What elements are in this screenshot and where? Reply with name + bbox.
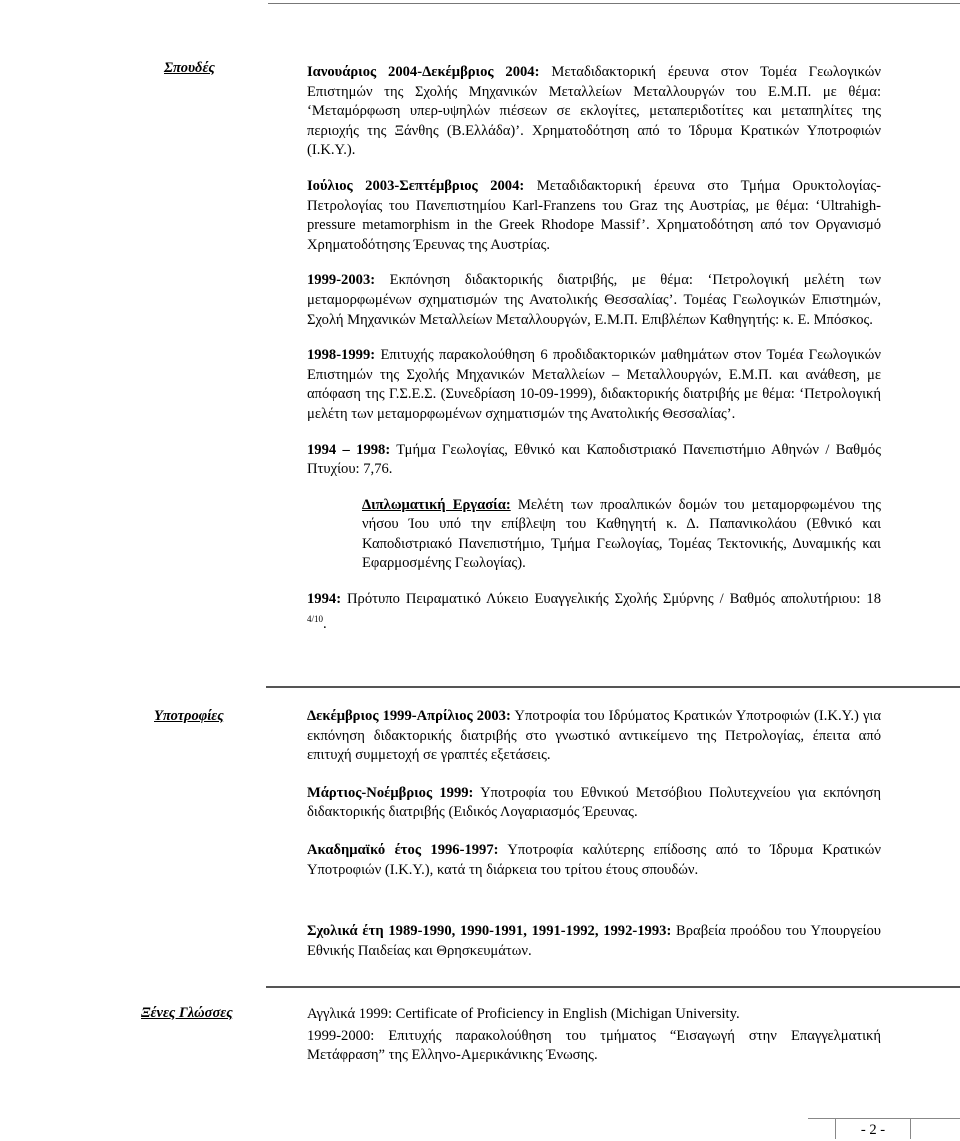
entry-text: Μεταδιδακτορική έρευνα στον Τομέα Γεωλογικών Επιστημών της Σχολής Μηχανικών Μεταλλείων Μεταλλουργών του Ε.Μ.Π. με θέμα: ‘Μεταμόρφωση υπερ-υψηλών πιέσεων σε εκλογίτες, μεταπεριδοτίτες και μεταπηλίτες της περιοχής της Ξάνθης (Β.Ελλάδα)’. Χρηματοδότηση από το Ίδρυμα Κρατικών Υποτροφιών (Ι.Κ.Υ.). — [307, 64, 882, 159]
section-label-languages: Ξένες Γλώσσες — [141, 1005, 233, 1021]
entry-date: 1994 – 1998: — [307, 441, 391, 458]
page-number: - 2 - — [835, 1118, 911, 1139]
top-rule — [268, 3, 960, 4]
entry-date: 1994: — [307, 591, 342, 608]
studies-entry-3 — [307, 271, 881, 330]
studies-entry-6 — [362, 496, 881, 574]
entry-text: Βραβεία προόδου του Υπουργείου Εθνικής Παιδείας και Θρησκευμάτων. — [307, 923, 881, 959]
entry-text: Πρότυπο Πειραματικό Λύκειο Ευαγγελικής Σχολής Σμύρνης / Βαθμός απολυτήριου: 18 — [341, 591, 881, 608]
scholarship-entry-1 — [307, 707, 881, 766]
entry-date: Ακαδημαϊκό έτος 1996-1997: — [307, 841, 499, 858]
footer-rule-right — [909, 1118, 960, 1119]
entry-date: 1998-1999: — [307, 347, 376, 364]
entry-text: Υποτροφία καλύτερης επίδοσης από το Ίδρυμα Κρατικών Υποτροφιών (Ι.Κ.Υ.), κατά τη διάρκεια του τρίτου έτους σπουδών. — [307, 841, 881, 878]
section-label-scholarships: Υποτροφίες — [154, 708, 224, 724]
footer-rule-left — [808, 1118, 835, 1119]
entry-text: Μεταδιδακτορική έρευνα στο Τμήμα Ορυκτολογίας-Πετρολογίας του Πανεπιστημίου Karl-Franzens του Graz της Αυστρίας, με θέμα: ‘Ultrahigh-pressure metamorphism in the Greek Rhodope Massif’. Χρηματοδότηση από τον Οργανισμό Χρηματοδότησης Έρευνας της Αυστρίας. — [307, 177, 881, 253]
scholarship-entry-4 — [307, 922, 881, 961]
entry-text: Εκπόνηση διδακτορικής διατριβής, με θέμα: ‘Πετρολογική μελέτη των μεταμορφωμένων σχηματισμών της Ανατολικής Θεσσαλίας’. Τομέας Γεωλογικών Επιστημών, Σχολή Μηχανικών Μεταλλείων Μεταλλουργών, Ε.Μ.Π. Επιβλέπων Καθηγητής: κ. Ε. Μπόσκος. — [307, 272, 881, 328]
section-divider — [266, 686, 960, 688]
section-label-studies: Σπουδές — [164, 60, 215, 76]
entry-date: Σχολικά έτη 1989-1990, 1990-1991, 1991-1992, 1992-1993: — [307, 923, 672, 940]
scholarships-column — [307, 707, 881, 961]
studies-entry-7 — [307, 590, 881, 634]
languages-column — [307, 1005, 881, 1066]
entry-text: Υποτροφία του Ιδρύματος Κρατικών Υποτροφιών (Ι.Κ.Υ.) για εκπόνηση διδακτορικής διατριβής στο γνωστικό αντικείμενο της Πετρολογίας, έπειτα από επιτυχή συμμετοχή σε γραπτές εξετάσεις. — [307, 708, 881, 764]
scholarship-entry-2 — [307, 784, 881, 823]
language-entry-1: Αγγλικά 1999: Certificate of Proficiency in English (Michigan University. — [307, 1006, 740, 1022]
studies-entry-2 — [307, 177, 881, 255]
entry-date: Ιούλιος 2003-Σεπτέμβριος 2004: — [307, 177, 525, 194]
studies-entry-1 — [307, 63, 881, 161]
entry-text: Επιτυχής παρακολούθηση 6 προδιδακτορικών μαθημάτων στον Τομέα Γεωλογικών Επιστημών της Σχολής Μηχανικών Μεταλλείων – Μεταλλουργών, Ε.Μ.Π. και ανάθεση, με απόφαση της Γ.Σ.Ε.Σ. (Συνεδρίαση 10-09-1999), διδακτορικής διατριβής με θέμα: ‘Πετρολογική μελέτη των μεταμορφωμένων σχηματισμών της Ανατολικής Θεσσαλίας’. — [307, 347, 881, 422]
entry-text: Τμήμα Γεωλογίας, Εθνικό και Καποδιστριακό Πανεπιστήμιο Αθηνών / Βαθμός Πτυχίου: 7,76. — [307, 441, 881, 478]
entry-date: Μάρτιος-Νοέμβριος 1999: — [307, 784, 474, 801]
scholarship-entry-3 — [307, 841, 881, 880]
entry-text: Υποτροφία του Εθνικού Μετσόβιου Πολυτεχνείου για εκπόνηση διδακτορικής διατριβής (Ειδικός Λογαριασμός Έρευνας. — [307, 784, 881, 821]
entry-date: Ιανουάριος 2004-Δεκέμβριος 2004: — [307, 64, 540, 80]
entry-date: 1999-2003: — [307, 272, 376, 289]
section-divider — [266, 986, 960, 988]
entry-text: Μελέτη των προαλπικών δομών του μεταμορφωμένου της νήσου Ίου υπό την επίβλεψη του Καθηγητή κ. Δ. Παπανικολάου (Εθνικό και Καποδιστριακό Πανεπιστήμιο, Τμήμα Γεωλογίας, Τομέας Τεκτονικής, Δυναμικής και Εφαρμοσμένης Γεωλογίας). — [362, 496, 881, 572]
entry-date: Δεκέμβριος 1999-Απρίλιος 2003: — [307, 708, 511, 724]
studies-entry-5 — [307, 441, 881, 480]
studies-column — [307, 63, 881, 634]
entry-text-end: . — [323, 615, 327, 632]
entry-date: Διπλωματική Εργασία: — [362, 496, 511, 513]
language-entry-2: 1999-2000: Επιτυχής παρακολούθηση του τμήματος “Εισαγωγή στην Επαγγελματική Μετάφραση” της Ελληνο-Αμερικάνικης Ένωσης. — [307, 1027, 881, 1064]
studies-entry-4 — [307, 346, 881, 424]
grade-superscript: 4/10 — [307, 613, 324, 624]
